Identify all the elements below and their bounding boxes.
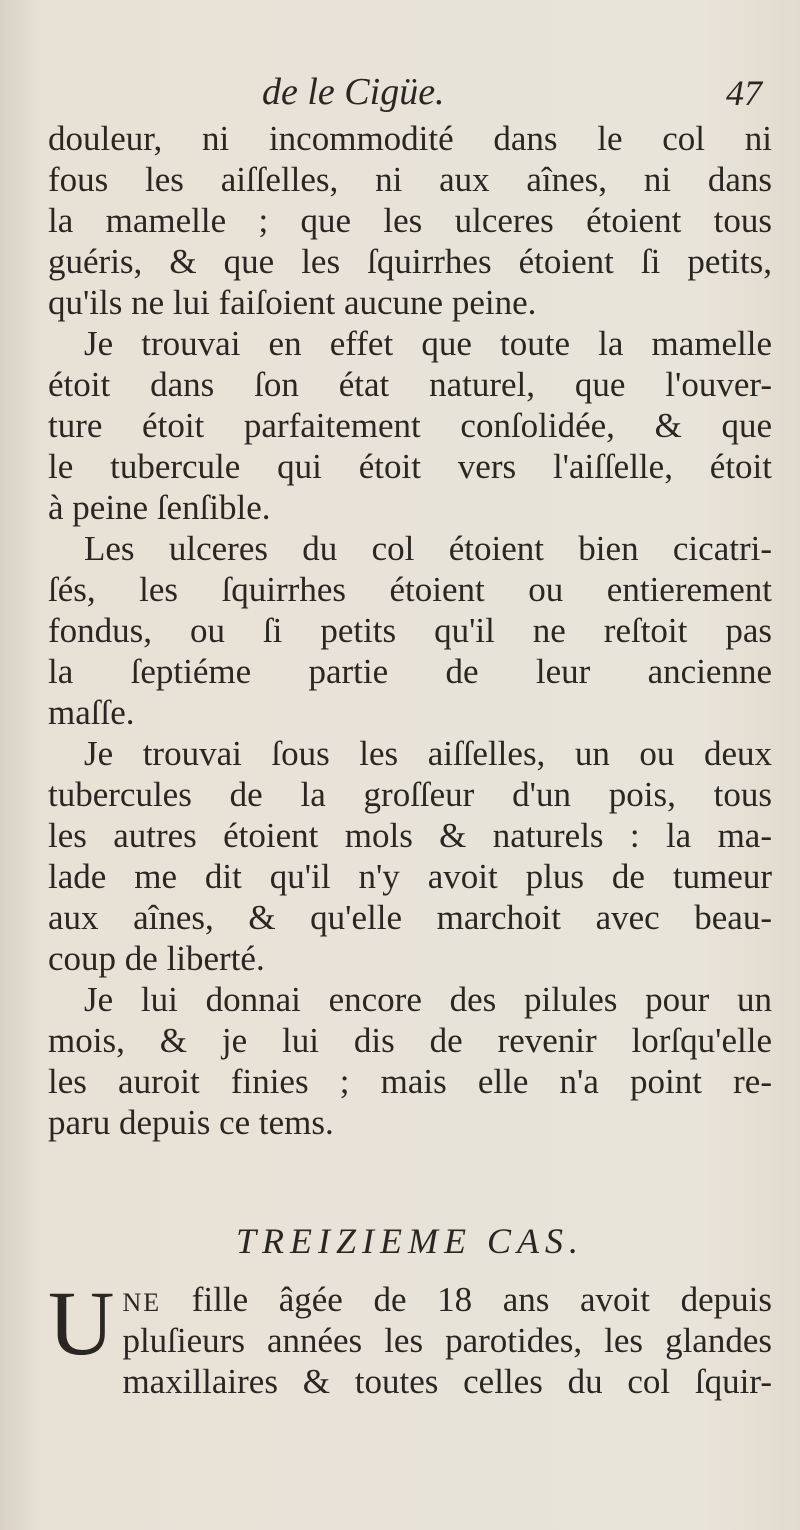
- text-line: Je trouvai ſous les aiſſelles, un ou deux: [84, 734, 772, 773]
- small-caps-word: NE: [122, 1288, 162, 1317]
- text-line: la mamelle ; que les ulceres étoient tous: [48, 201, 772, 240]
- drop-cap: U: [48, 1272, 115, 1374]
- text-line: les autres étoient mols & naturels : la ma-: [48, 816, 772, 855]
- text-line: fondus, ou ſi petits qu'il ne reſtoit pas: [48, 611, 772, 650]
- text-line: Je trouvai en effet que toute la mamelle: [84, 324, 772, 363]
- text-line: coup de liberté.: [48, 939, 265, 978]
- page-header: [0, 70, 800, 118]
- paragraph-3: [48, 528, 772, 733]
- running-title: de le Cigüe.: [262, 71, 445, 113]
- page-number: 47: [726, 73, 762, 113]
- text-line: Je lui donnai encore des pilules pour un: [84, 980, 772, 1019]
- text-line: guéris, & que les ſquirrhes étoient ſi petits,: [48, 242, 772, 281]
- text-line: Les ulceres du col étoient bien cicatri-: [84, 529, 772, 568]
- text-fragment: fille âgée de 18 ans avoit depuis: [191, 1280, 772, 1319]
- text-line: à peine ſenſible.: [48, 488, 271, 527]
- paragraph-1: [48, 118, 772, 323]
- text-line: aux aînes, & qu'elle marchoit avec beau-: [48, 898, 772, 937]
- text-line: [48, 1279, 772, 1320]
- text-line: fous les aiſſelles, ni aux aînes, ni dans: [48, 160, 772, 199]
- paragraph-2: [48, 323, 772, 528]
- paragraph-case-13: [48, 1272, 772, 1402]
- text-line: la ſeptiéme partie de leur ancienne: [48, 652, 772, 691]
- text-line: tubercules de la groſſeur d'un pois, tous: [48, 775, 772, 814]
- text-line: maſſe.: [48, 693, 135, 732]
- text-line: pluſieurs années les parotides, les glandes: [122, 1321, 772, 1360]
- text-line: douleur, ni incommodité dans le col ni: [48, 119, 772, 158]
- text-line: le tubercule qui étoit vers l'aiſſelle, étoit: [48, 447, 772, 486]
- text-line: paru depuis ce tems.: [48, 1103, 334, 1142]
- text-line: mois, & je lui dis de revenir lorſqu'elle: [48, 1021, 772, 1060]
- section-heading: TREIZIEME CAS.: [236, 1221, 584, 1261]
- text-line: ſés, les ſquirrhes étoient ou entierement: [48, 570, 772, 609]
- text-line: qu'ils ne lui faiſoient aucune peine.: [48, 283, 537, 322]
- paragraph-5: [48, 979, 772, 1143]
- text-line: étoit dans ſon état naturel, que l'ouver-: [48, 365, 772, 404]
- text-line: maxillaires & toutes celles du col ſquir-: [122, 1362, 772, 1401]
- body-text: [48, 118, 772, 1402]
- section-gap: [48, 1143, 772, 1205]
- text-line: lade me dit qu'il n'y avoit plus de tumeur: [48, 857, 772, 896]
- paragraph-4: [48, 733, 772, 979]
- text-line: les auroit finies ; mais elle n'a point re-: [48, 1062, 772, 1101]
- text-line: ture étoit parfaitement conſolidée, & que: [48, 406, 772, 445]
